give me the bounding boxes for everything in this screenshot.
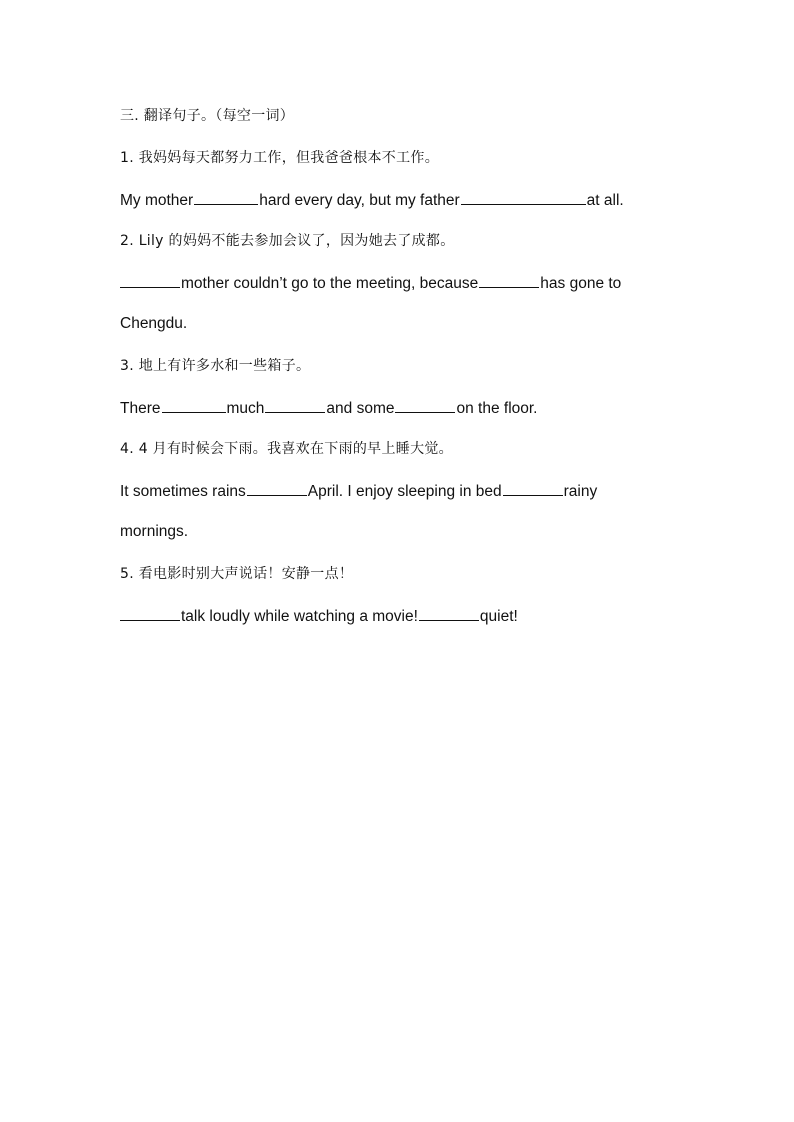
q2-text-1: mother couldn’t go to the meeting, because bbox=[181, 275, 479, 292]
question-1-english bbox=[120, 189, 624, 211]
question-1-prompt: 1. 我妈妈每天都努力工作，但我爸爸根本不工作。 bbox=[120, 150, 440, 166]
q4-text-1: It sometimes rains bbox=[120, 483, 246, 500]
question-4-prompt: 4. 4 月有时候会下雨。我喜欢在下雨的早上睡大觉。 bbox=[120, 441, 453, 457]
q1-text-2: hard every day, but my father bbox=[259, 192, 460, 209]
q1-text-1: My mother bbox=[120, 192, 194, 209]
question-5-english bbox=[120, 605, 518, 627]
q3-blank-2[interactable] bbox=[265, 397, 325, 413]
question-2-english bbox=[120, 272, 621, 294]
q5-text-2: quiet! bbox=[479, 608, 518, 625]
q1-text-3: at all. bbox=[586, 192, 624, 209]
question-3-english bbox=[120, 397, 538, 419]
q2-blank-1[interactable] bbox=[120, 272, 180, 288]
q3-text-4: on the floor. bbox=[456, 400, 538, 417]
q4-blank-2[interactable] bbox=[503, 480, 563, 496]
q2-text-2: has gone to bbox=[540, 275, 622, 292]
question-4-english bbox=[120, 480, 597, 502]
q5-blank-1[interactable] bbox=[120, 605, 180, 621]
section-title: 三. 翻译句子。（每空一词） bbox=[120, 108, 295, 124]
q4-text-2: April. I enjoy sleeping in bed bbox=[307, 483, 502, 500]
q3-text-2: much bbox=[226, 400, 265, 417]
question-4-english-cont: mornings. bbox=[120, 523, 189, 540]
q4-blank-1[interactable] bbox=[247, 480, 307, 496]
q2-blank-2[interactable] bbox=[479, 272, 539, 288]
q3-blank-1[interactable] bbox=[162, 397, 226, 413]
question-2-prompt: 2. Lily 的妈妈不能去参加会议了，因为她去了成都。 bbox=[120, 233, 455, 249]
question-2-english-cont: Chengdu. bbox=[120, 315, 188, 332]
q1-blank-1[interactable] bbox=[194, 189, 258, 205]
q3-text-3: and some bbox=[326, 400, 395, 417]
question-3-prompt: 3. 地上有许多水和一些箱子。 bbox=[120, 358, 311, 374]
q4-text-3: rainy bbox=[563, 483, 598, 500]
q3-blank-3[interactable] bbox=[395, 397, 455, 413]
question-5-prompt: 5. 看电影时别大声说话！安静一点！ bbox=[120, 566, 354, 582]
q3-text-1: There bbox=[120, 400, 161, 417]
q5-blank-2[interactable] bbox=[419, 605, 479, 621]
q5-text-1: talk loudly while watching a movie! bbox=[181, 608, 418, 625]
q1-blank-2[interactable] bbox=[461, 189, 586, 205]
